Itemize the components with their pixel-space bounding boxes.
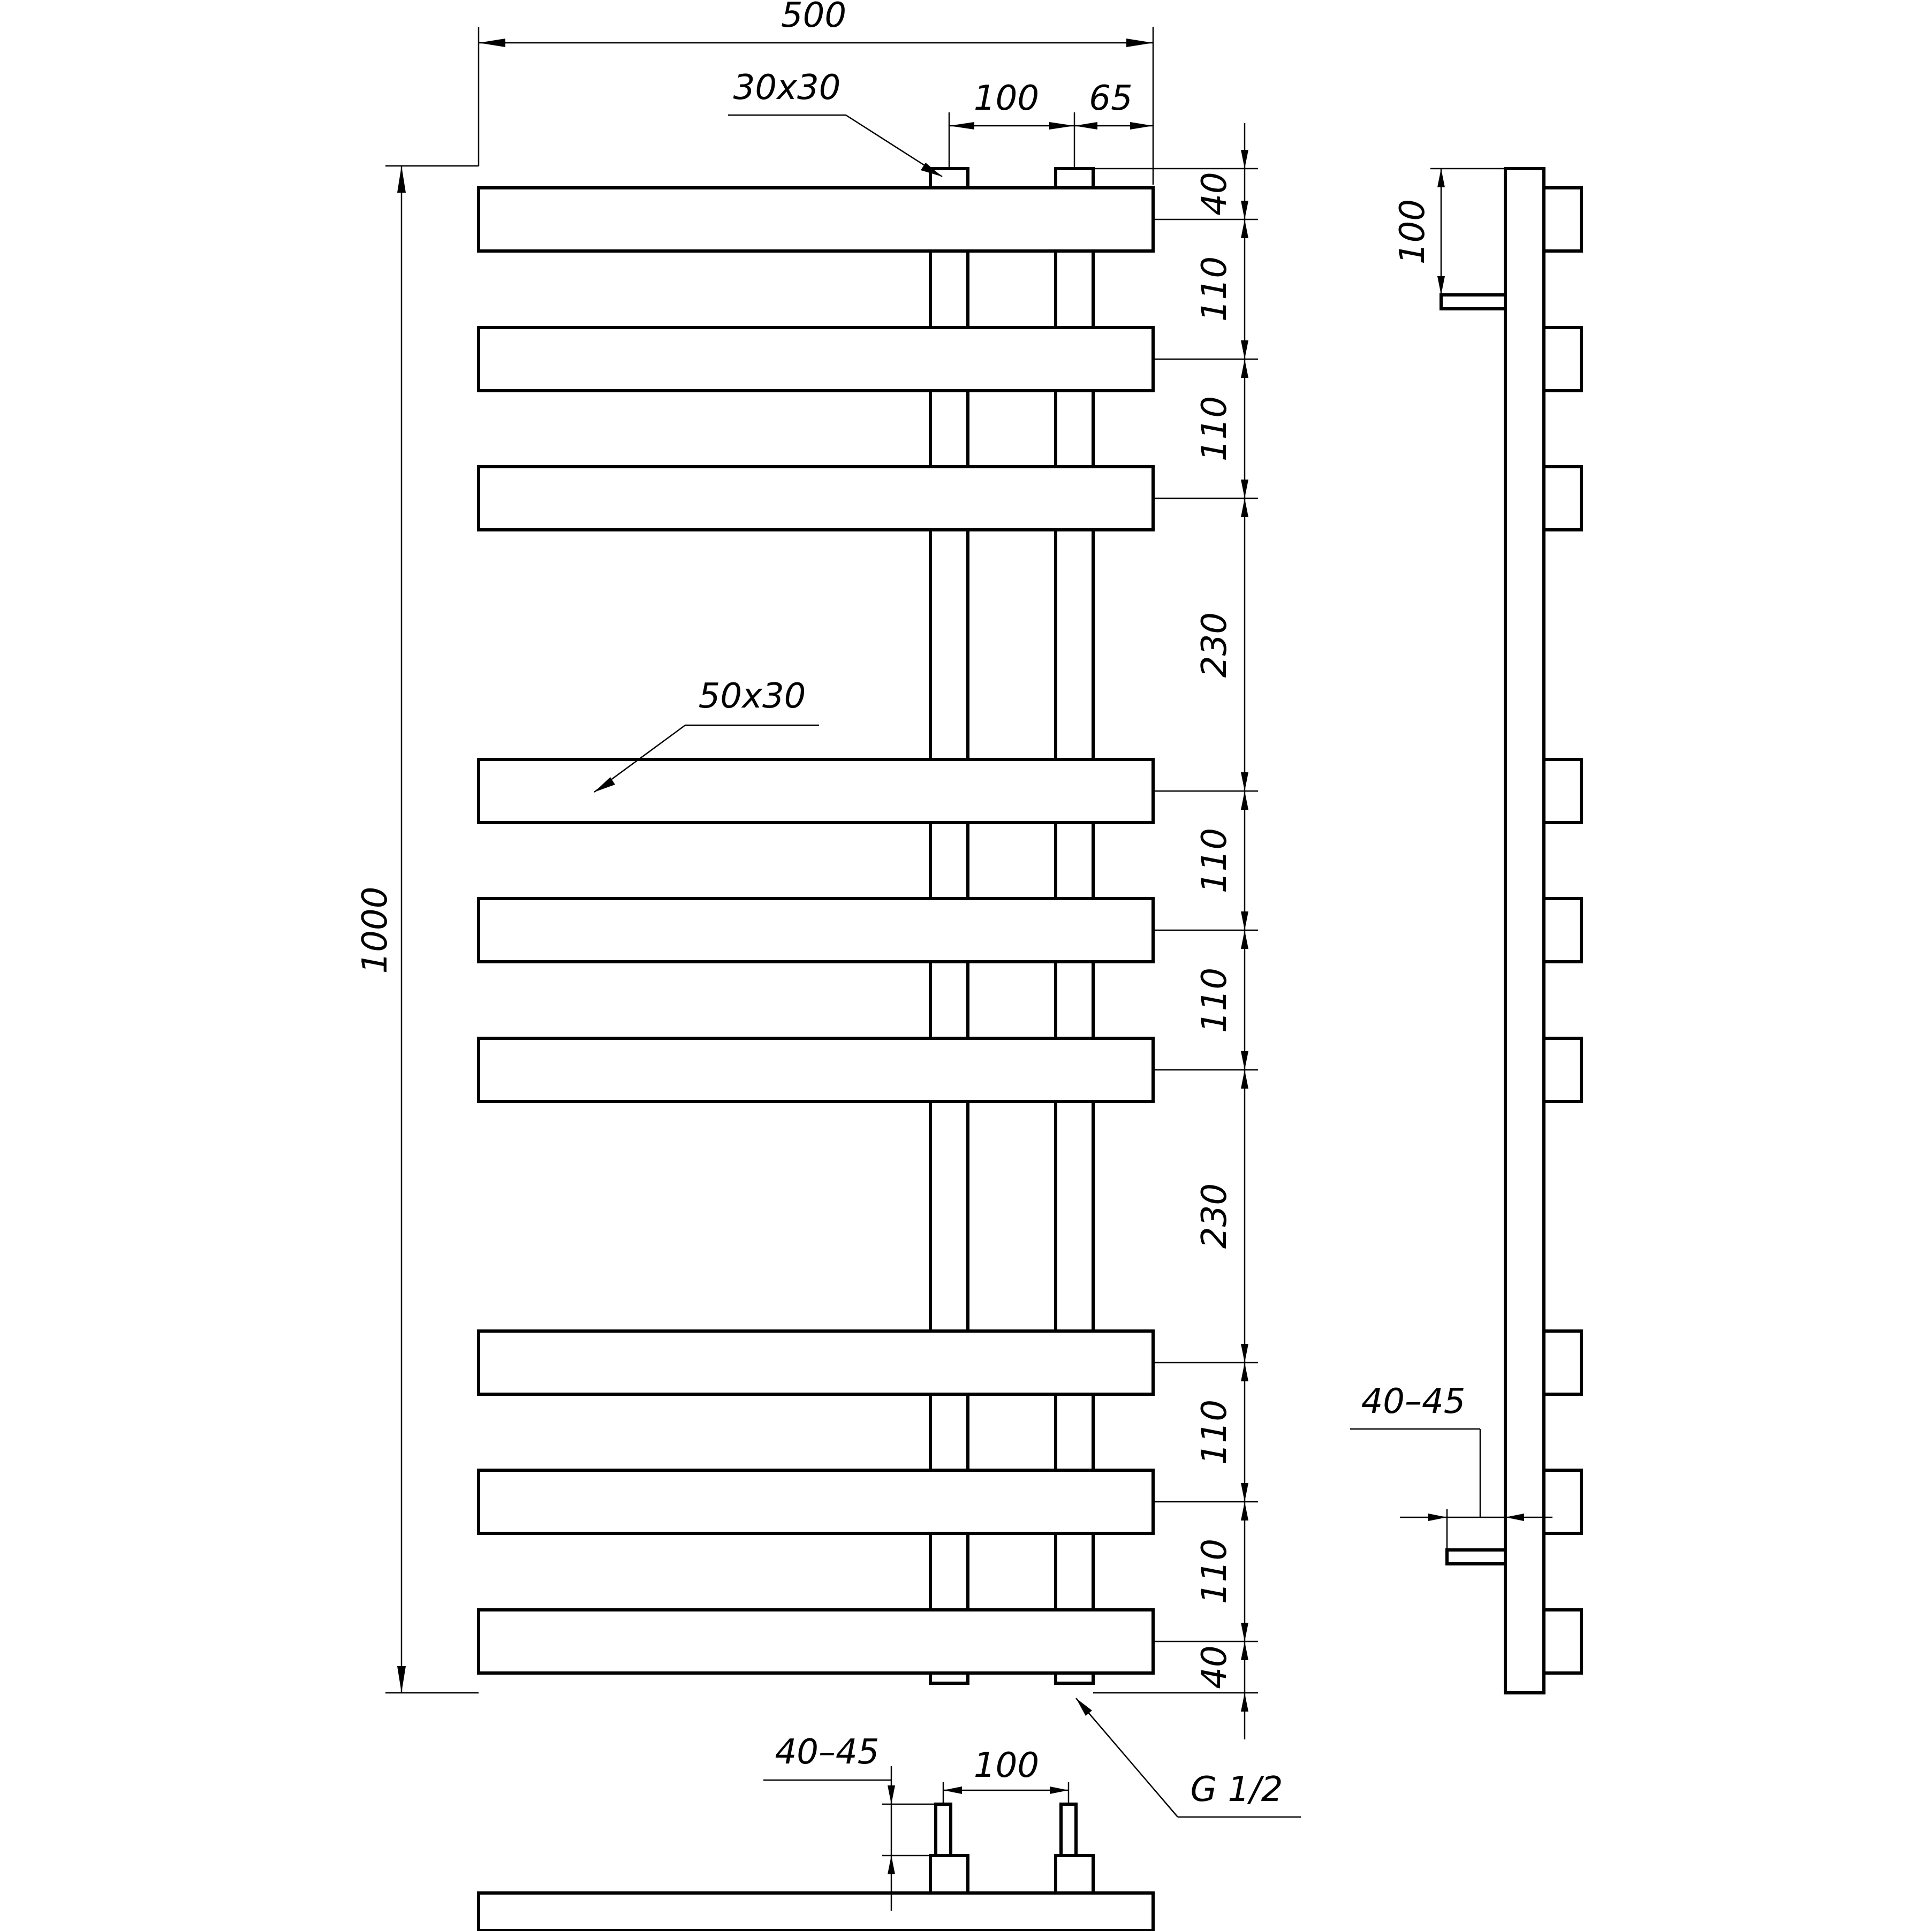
spacing-label-1: 40	[1195, 172, 1234, 216]
side-bar-6	[1544, 1038, 1581, 1101]
front-view	[479, 169, 1153, 1683]
bottom-bar	[479, 1893, 1153, 1930]
side-wall-top-label: 100	[1393, 199, 1433, 265]
riser-section-label: 30x30	[733, 68, 841, 108]
riser-spacing-label: 100	[973, 79, 1040, 118]
bottom-view	[479, 1804, 1153, 1930]
spacing-label-7: 230	[1195, 1183, 1234, 1249]
side-riser	[1505, 169, 1544, 1693]
side-view	[1441, 169, 1581, 1693]
spacing-label-5: 110	[1195, 827, 1234, 894]
bottom-pipe-left	[936, 1804, 951, 1856]
spacing-label-2: 110	[1195, 256, 1234, 322]
side-bar-1	[1544, 188, 1581, 251]
top-wall-bracket	[1441, 295, 1505, 309]
side-bar-8	[1544, 1470, 1581, 1533]
side-wall-distance-label: 40–45	[1361, 1382, 1466, 1421]
thread-label: G 1/2	[1190, 1770, 1283, 1810]
bar-1	[479, 188, 1153, 251]
bottom-wall-bracket	[1447, 1550, 1505, 1564]
height-label: 1000	[355, 886, 395, 974]
side-bar-5	[1544, 899, 1581, 962]
side-bar-3	[1544, 467, 1581, 530]
spacing-label-8: 110	[1195, 1399, 1234, 1465]
spacing-label-10: 40	[1195, 1645, 1234, 1689]
spacing-label-6: 110	[1195, 967, 1234, 1033]
bar-2	[479, 328, 1153, 391]
bar-6	[479, 1038, 1153, 1101]
bottom-riser-spacing-label: 100	[973, 1746, 1040, 1785]
side-bar-4	[1544, 759, 1581, 823]
width-label: 500	[781, 0, 847, 35]
side-bar-9	[1544, 1610, 1581, 1673]
spacing-label-3: 110	[1195, 396, 1234, 462]
bar-8	[479, 1470, 1153, 1533]
riser-offset-label: 65	[1089, 79, 1133, 118]
spacing-label-4: 230	[1195, 612, 1234, 678]
bar-7	[479, 1331, 1153, 1394]
bar-4	[479, 759, 1153, 823]
bar-5	[479, 899, 1153, 962]
bottom-riser-left	[930, 1856, 968, 1893]
bottom-riser-right	[1056, 1856, 1093, 1893]
bottom-pipe-right	[1061, 1804, 1076, 1856]
spacing-label-9: 110	[1195, 1538, 1234, 1605]
side-bar-2	[1544, 328, 1581, 391]
side-bar-7	[1544, 1331, 1581, 1394]
bottom-wall-distance-label: 40–45	[775, 1732, 880, 1772]
bar-3	[479, 467, 1153, 530]
bar-9	[479, 1610, 1153, 1673]
bar-section-label: 50x30	[698, 676, 806, 716]
